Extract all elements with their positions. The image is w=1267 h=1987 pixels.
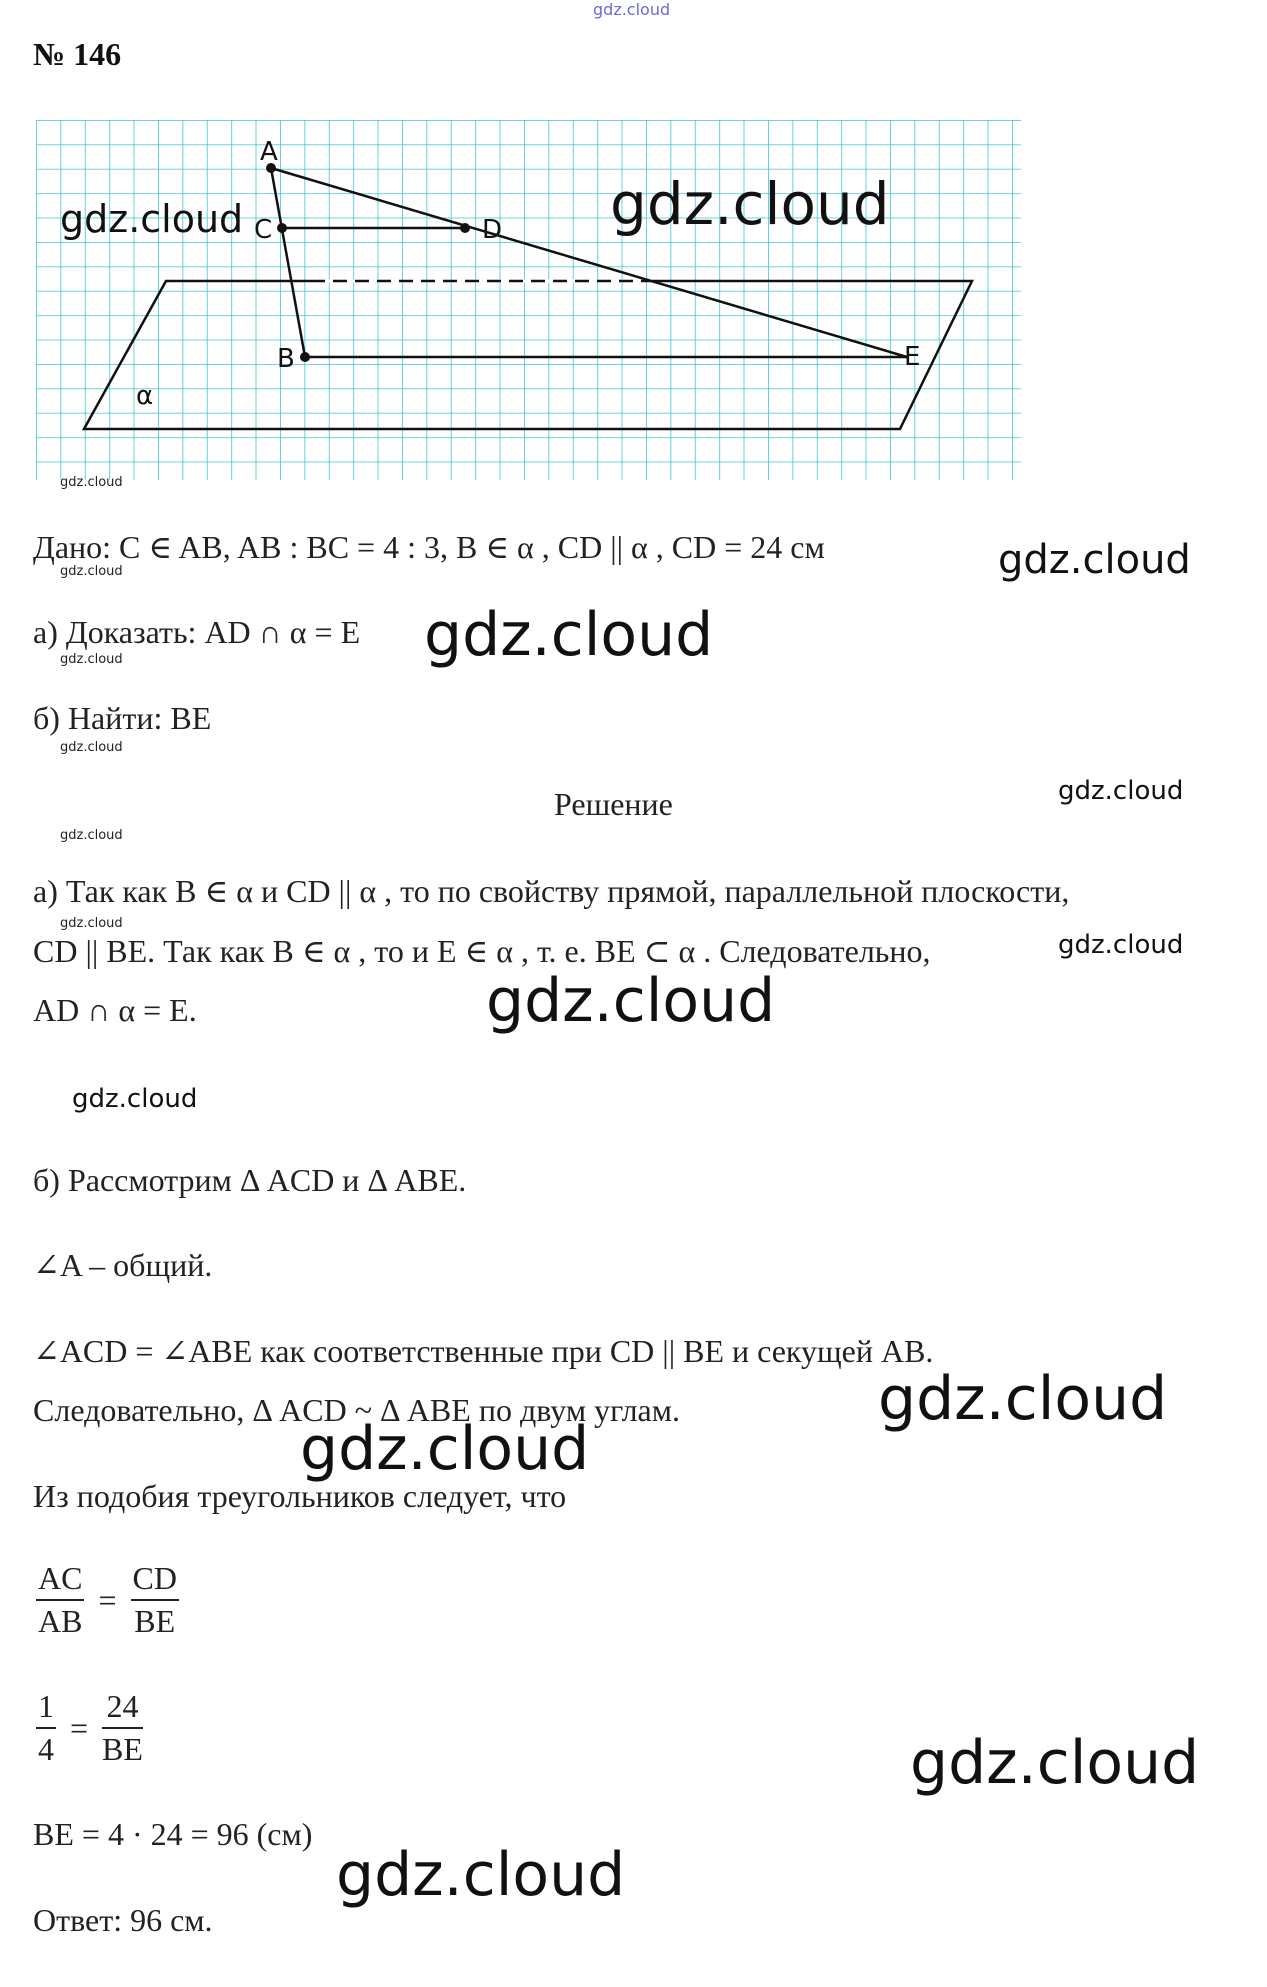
fraction-1-left [36, 1560, 84, 1640]
answer: Ответ: 96 см. [33, 1902, 213, 1938]
watermark-small-3: gdz.cloud [60, 740, 123, 755]
watermark-given: gdz.cloud [998, 537, 1191, 583]
label-E: E [904, 342, 921, 372]
fraction-1-right [131, 1560, 179, 1640]
watermark-mid-left: gdz.cloud [72, 1084, 198, 1114]
watermark-conclusion: gdz.cloud [878, 1364, 1168, 1434]
figure-watermark-right: gdz.cloud [610, 170, 890, 238]
watermark-small-2: gdz.cloud [60, 652, 123, 667]
fraction-1-right-den: BE [134, 1603, 176, 1639]
fraction-2-right-num: 24 [102, 1688, 143, 1729]
label-B: B [277, 344, 295, 374]
watermark-small-5: gdz.cloud [60, 916, 123, 931]
fraction-2-right [102, 1688, 143, 1768]
point-D [460, 223, 470, 233]
fraction-1-right-num: CD [131, 1560, 179, 1601]
label-A: A [260, 137, 278, 167]
watermark-part-a: gdz.cloud [1058, 930, 1184, 960]
top-watermark: gdz.cloud [593, 0, 671, 19]
fraction-1-left-num: AC [36, 1560, 84, 1601]
fraction-2-left-den: 4 [38, 1731, 54, 1767]
point-C [277, 223, 287, 233]
figure-watermark-left: gdz.cloud [60, 197, 244, 241]
fraction-1-eq: = [98, 1581, 117, 1618]
fraction-2-eq: = [70, 1709, 89, 1746]
watermark-fraction: gdz.cloud [910, 1728, 1200, 1798]
fraction-equation-2 [36, 1688, 143, 1768]
fraction-2-right-den: BE [102, 1731, 143, 1767]
fraction-2-left [36, 1688, 56, 1768]
part-b-conclusion: Следовательно, Δ ACD ~ Δ ABE по двум углам. [33, 1392, 680, 1428]
watermark-conclusion-2: gdz.cloud [300, 1414, 590, 1484]
fraction-1-left-den: AB [38, 1603, 83, 1639]
point-B [300, 352, 310, 362]
watermark-calc: gdz.cloud [336, 1840, 626, 1910]
calculation: BE = 4 · 24 = 96 (см) [33, 1816, 313, 1852]
watermark-prove: gdz.cloud [424, 600, 714, 670]
geometry-figure [36, 120, 1026, 490]
part-b-consider: б) Рассмотрим Δ ACD и Δ ABE. [33, 1162, 467, 1198]
watermark-part-a-big: gdz.cloud [486, 966, 776, 1036]
find-text: б) Найти: BE [33, 700, 212, 736]
watermark-small-4: gdz.cloud [60, 828, 123, 843]
solution-heading: Решение [554, 786, 673, 822]
part-b-angle-common: ∠A – общий. [33, 1247, 213, 1283]
prove-text: а) Доказать: AD ∩ α = E [33, 614, 361, 650]
given-text: Дано: C ∈ AB, AB : BC = 4 : 3, B ∈ α , CD || α , CD = 24 см [33, 529, 825, 565]
fraction-2-left-num: 1 [36, 1688, 56, 1729]
part-b-from-similarity: Из подобия треугольников следует, что [33, 1478, 567, 1514]
problem-number: № 146 [33, 36, 122, 72]
figure-watermark-small: gdz.cloud [60, 475, 123, 490]
label-C: C [254, 215, 273, 245]
part-a-line-2: CD || BE. Так как B ∈ α , то и E ∈ α , т. е. BE ⊂ α . Следовательно, [33, 933, 931, 969]
watermark-small-1: gdz.cloud [60, 564, 123, 579]
label-alpha: α [136, 381, 154, 411]
part-a-line-1: а) Так как B ∈ α и CD || α , то по свойству прямой, параллельной плоскости, [33, 873, 1070, 909]
fraction-equation-1 [36, 1560, 179, 1640]
part-b-angle-eq: ∠ACD = ∠ABE как соответственные при CD || BE и секущей AB. [33, 1333, 934, 1369]
label-D: D [482, 215, 503, 245]
part-a-line-3: AD ∩ α = E. [33, 992, 197, 1028]
watermark-heading: gdz.cloud [1058, 776, 1184, 806]
